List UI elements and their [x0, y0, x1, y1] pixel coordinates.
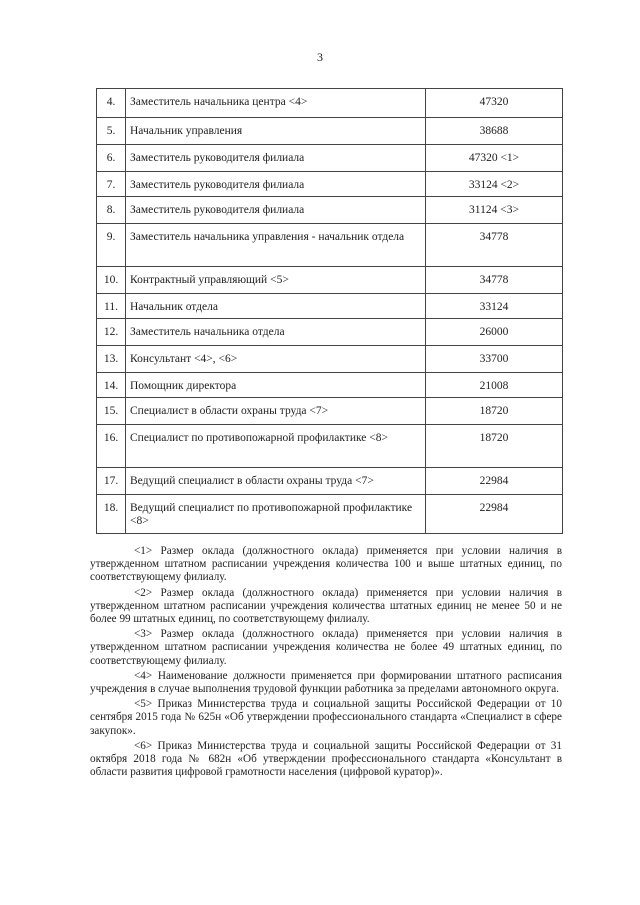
position-name: Заместитель руководителя филиала — [126, 145, 426, 172]
position-name: Начальник отдела — [126, 294, 426, 319]
salary-table — [96, 88, 563, 534]
row-number: 15. — [97, 398, 126, 425]
row-number: 10. — [97, 267, 126, 294]
position-name: Консультант <4>, <6> — [126, 346, 426, 373]
position-name: Помощник директора — [126, 373, 426, 398]
salary-value: 22984 — [426, 468, 563, 495]
footnote: <1> Размер оклада (должностного оклада) применяется при условии наличия в утвержденном штатном расписании учреждения количества 100 и выше штатных единиц, по соответствующему филиалу. — [90, 545, 562, 584]
row-number: 9. — [97, 224, 126, 267]
table-row — [97, 294, 563, 319]
salary-value: 26000 — [426, 319, 563, 346]
salary-value: 47320 <1> — [426, 145, 563, 172]
table-row — [97, 89, 563, 118]
table-row — [97, 425, 563, 468]
salary-value: 38688 — [426, 118, 563, 145]
salary-value: 33124 — [426, 294, 563, 319]
row-number: 4. — [97, 89, 126, 118]
position-name: Контрактный управляющий <5> — [126, 267, 426, 294]
table-row — [97, 118, 563, 145]
table-row — [97, 495, 563, 534]
position-name: Ведущий специалист в области охраны труда <7> — [126, 468, 426, 495]
table-row — [97, 346, 563, 373]
position-name: Заместитель руководителя филиала — [126, 197, 426, 224]
salary-value: 31124 <3> — [426, 197, 563, 224]
table-row — [97, 224, 563, 267]
salary-value: 18720 — [426, 398, 563, 425]
footnotes — [90, 545, 562, 781]
row-number: 16. — [97, 425, 126, 468]
table-row — [97, 373, 563, 398]
row-number: 17. — [97, 468, 126, 495]
position-name: Заместитель начальника центра <4> — [126, 89, 426, 118]
footnote: <4> Наименование должности применяется при формировании штатного расписания учреждения в случае выполнения трудовой функции работника за пределами автономного округа. — [90, 669, 562, 696]
row-number: 12. — [97, 319, 126, 346]
table-row — [97, 172, 563, 197]
row-number: 13. — [97, 346, 126, 373]
footnote: <3> Размер оклада (должностного оклада) применяется при условии наличия в утвержденном штатном расписании учреждения количества не более 49 штатных единиц, по соответствующему филиалу. — [90, 628, 562, 667]
table-row — [97, 267, 563, 294]
row-number: 11. — [97, 294, 126, 319]
row-number: 6. — [97, 145, 126, 172]
salary-value: 34778 — [426, 224, 563, 267]
footnote: <6> Приказ Министерства труда и социальной защиты Российской Федерации от 31 октября 2018 года № 682н «Об утверждении профессионального стандарта «Консультант в области развития цифровой грамотности населения (цифровой куратор)». — [90, 739, 562, 779]
position-name: Ведущий специалист по противопожарной профилактике <8> — [126, 495, 426, 534]
row-number: 18. — [97, 495, 126, 534]
position-name: Начальник управления — [126, 118, 426, 145]
footnote: <2> Размер оклада (должностного оклада) применяется при условии наличия в утвержденном штатном расписании учреждения количества штатных единиц не менее 50 и не более 99 штатных единиц, по соответствующему филиалу. — [90, 586, 562, 626]
row-number: 14. — [97, 373, 126, 398]
position-name: Специалист по противопожарной профилактике <8> — [126, 425, 426, 468]
salary-value: 18720 — [426, 425, 563, 468]
salary-value: 47320 — [426, 89, 563, 118]
row-number: 8. — [97, 197, 126, 224]
salary-value: 33124 <2> — [426, 172, 563, 197]
table-row — [97, 319, 563, 346]
position-name: Заместитель руководителя филиала — [126, 172, 426, 197]
salary-value: 22984 — [426, 495, 563, 534]
position-name: Заместитель начальника отдела — [126, 319, 426, 346]
row-number: 7. — [97, 172, 126, 197]
salary-value: 34778 — [426, 267, 563, 294]
table-row — [97, 197, 563, 224]
table-row — [97, 398, 563, 425]
table-row — [97, 468, 563, 495]
page-number: 3 — [317, 50, 323, 64]
footnote: <5> Приказ Министерства труда и социальной защиты Российской Федерации от 10 сентября 2015 года № 625н «Об утверждении профессионального стандарта «Специалист в сфере закупок». — [90, 698, 562, 737]
row-number: 5. — [97, 118, 126, 145]
table-row — [97, 145, 563, 172]
salary-value: 33700 — [426, 346, 563, 373]
salary-value: 21008 — [426, 373, 563, 398]
position-name: Специалист в области охраны труда <7> — [126, 398, 426, 425]
position-name: Заместитель начальника управления - начальник отдела — [126, 224, 426, 267]
